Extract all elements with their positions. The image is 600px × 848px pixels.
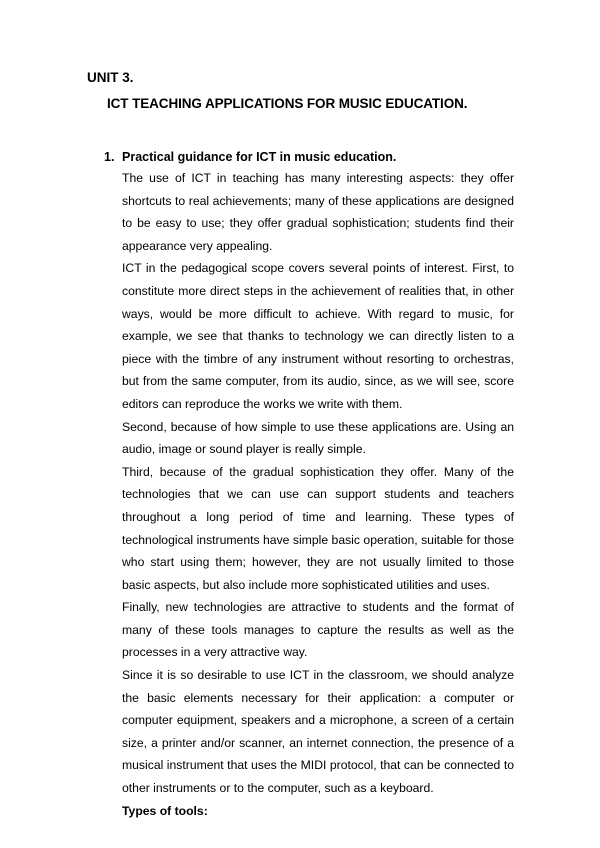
paragraph-finally: Finally, new technologies are attractive to students and the format of many of these tools manages to capture the results as well as the processes in a very attractive way. — [122, 600, 514, 660]
section-heading — [104, 150, 396, 164]
section-number: 1. — [104, 150, 115, 164]
paragraph-second: Second, because of how simple to use these applications are. Using an audio, image or sound player is really simple. — [122, 419, 514, 457]
paragraph-third: Third, because of the gradual sophistication they offer. Many of the technologies that we can use can support students and teachers throughout a long period of time and learning. These types of technological instruments have simple basic operation, suitable for those who start using them; however, they are not usually limited to those basic aspects, but also include more sophisticated utilities and uses. — [122, 464, 514, 592]
section-heading-text: Practical guidance for ICT in music education. — [122, 150, 397, 164]
subheading-types-of-tools: Types of tools: — [122, 803, 208, 818]
section-body — [122, 167, 514, 822]
paragraph-intro: The use of ICT in teaching has many interesting aspects: they offer shortcuts to real achievements; many of these applications are designed to be easy to use; they offer gradual sophistication; students find their appearance very appealing. — [122, 171, 514, 253]
paragraph-basic-elements: Since it is so desirable to use ICT in the classroom, we should analyze the basic elements necessary for their application: a computer or computer equipment, speakers and a microphone, a screen of a certain size, a printer and/or scanner, an internet connection, the presence of a musical instrument that uses the MIDI protocol, that can be connected to other instruments or to the computer, such as a keyboard. — [122, 668, 514, 796]
paragraph-pedagogical-scope: ICT in the pedagogical scope covers several points of interest. First, to constitute more direct steps in the achievement of realities that, in other ways, would be more difficult to achieve. With regard to music, for example, we see that thanks to technology we can directly listen to a piece with the timbre of any instrument without resorting to orchestras, but from the same computer, from its audio, since, as we will see, score editors can reproduce the works we write with them. — [122, 261, 514, 411]
unit-label: UNIT 3. — [87, 70, 134, 85]
page-title: ICT TEACHING APPLICATIONS FOR MUSIC EDUCATION. — [107, 96, 468, 111]
